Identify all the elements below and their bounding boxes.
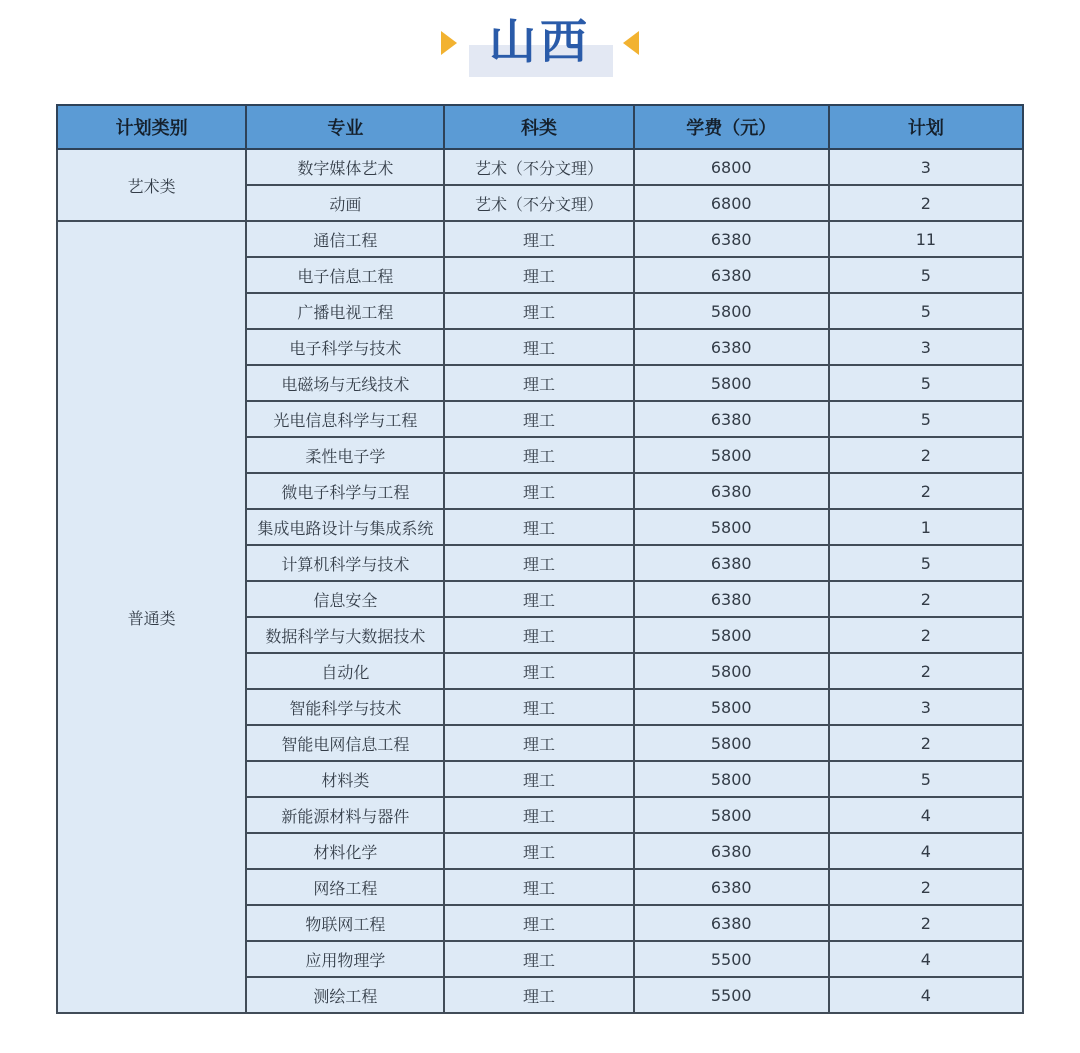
tuition-cell: 6380 bbox=[634, 401, 829, 437]
admission-plan-table bbox=[56, 104, 1024, 1014]
plan-cell: 2 bbox=[829, 905, 1023, 941]
category-cell: 艺术类 bbox=[57, 149, 246, 221]
header-cell-tuition: 学费（元） bbox=[634, 105, 829, 149]
category-cell: 普通类 bbox=[57, 221, 246, 1013]
tuition-cell: 5800 bbox=[634, 797, 829, 833]
major-cell: 电子科学与技术 bbox=[246, 329, 444, 365]
major-cell: 数据科学与大数据技术 bbox=[246, 617, 444, 653]
major-cell: 广播电视工程 bbox=[246, 293, 444, 329]
subject-cell: 理工 bbox=[444, 581, 633, 617]
table-row bbox=[57, 149, 1023, 185]
tuition-cell: 5800 bbox=[634, 689, 829, 725]
plan-cell: 2 bbox=[829, 617, 1023, 653]
plan-cell: 1 bbox=[829, 509, 1023, 545]
subject-cell: 理工 bbox=[444, 257, 633, 293]
major-cell: 动画 bbox=[246, 185, 444, 221]
plan-cell: 5 bbox=[829, 257, 1023, 293]
subject-cell: 理工 bbox=[444, 689, 633, 725]
major-cell: 微电子科学与工程 bbox=[246, 473, 444, 509]
plan-cell: 5 bbox=[829, 293, 1023, 329]
subject-cell: 理工 bbox=[444, 329, 633, 365]
header-cell-major: 专业 bbox=[246, 105, 444, 149]
subject-cell: 理工 bbox=[444, 509, 633, 545]
plan-cell: 5 bbox=[829, 365, 1023, 401]
plan-cell: 3 bbox=[829, 689, 1023, 725]
tuition-cell: 5800 bbox=[634, 365, 829, 401]
major-cell: 网络工程 bbox=[246, 869, 444, 905]
plan-cell: 2 bbox=[829, 725, 1023, 761]
tuition-cell: 5800 bbox=[634, 725, 829, 761]
plan-cell: 5 bbox=[829, 545, 1023, 581]
subject-cell: 艺术（不分文理） bbox=[444, 149, 633, 185]
major-cell: 电磁场与无线技术 bbox=[246, 365, 444, 401]
major-cell: 自动化 bbox=[246, 653, 444, 689]
tuition-cell: 6380 bbox=[634, 833, 829, 869]
subject-cell: 理工 bbox=[444, 401, 633, 437]
subject-cell: 理工 bbox=[444, 365, 633, 401]
tuition-cell: 5500 bbox=[634, 941, 829, 977]
plan-cell: 2 bbox=[829, 185, 1023, 221]
tuition-cell: 5800 bbox=[634, 437, 829, 473]
plan-cell: 4 bbox=[829, 977, 1023, 1013]
plan-cell: 2 bbox=[829, 869, 1023, 905]
tuition-cell: 6800 bbox=[634, 185, 829, 221]
major-cell: 材料化学 bbox=[246, 833, 444, 869]
major-cell: 集成电路设计与集成系统 bbox=[246, 509, 444, 545]
table-row bbox=[57, 221, 1023, 257]
subject-cell: 理工 bbox=[444, 437, 633, 473]
tuition-cell: 5500 bbox=[634, 977, 829, 1013]
tuition-cell: 6380 bbox=[634, 545, 829, 581]
plan-cell: 2 bbox=[829, 581, 1023, 617]
title-wrap bbox=[489, 17, 591, 69]
subject-cell: 理工 bbox=[444, 761, 633, 797]
major-cell: 新能源材料与器件 bbox=[246, 797, 444, 833]
subject-cell: 理工 bbox=[444, 905, 633, 941]
tuition-cell: 6380 bbox=[634, 869, 829, 905]
subject-cell: 艺术（不分文理） bbox=[444, 185, 633, 221]
plan-cell: 2 bbox=[829, 473, 1023, 509]
tuition-cell: 5800 bbox=[634, 293, 829, 329]
subject-cell: 理工 bbox=[444, 941, 633, 977]
subject-cell: 理工 bbox=[444, 221, 633, 257]
subject-cell: 理工 bbox=[444, 725, 633, 761]
major-cell: 物联网工程 bbox=[246, 905, 444, 941]
subject-cell: 理工 bbox=[444, 977, 633, 1013]
plan-cell: 4 bbox=[829, 833, 1023, 869]
subject-cell: 理工 bbox=[444, 653, 633, 689]
major-cell: 电子信息工程 bbox=[246, 257, 444, 293]
right-arrow-icon bbox=[623, 31, 639, 55]
subject-cell: 理工 bbox=[444, 293, 633, 329]
major-cell: 应用物理学 bbox=[246, 941, 444, 977]
title-text: 山西 bbox=[489, 15, 591, 71]
plan-cell: 5 bbox=[829, 401, 1023, 437]
subject-cell: 理工 bbox=[444, 833, 633, 869]
plan-cell: 11 bbox=[829, 221, 1023, 257]
plan-cell: 5 bbox=[829, 761, 1023, 797]
tuition-cell: 5800 bbox=[634, 617, 829, 653]
tuition-cell: 6380 bbox=[634, 473, 829, 509]
major-cell: 通信工程 bbox=[246, 221, 444, 257]
subject-cell: 理工 bbox=[444, 869, 633, 905]
tuition-cell: 6800 bbox=[634, 149, 829, 185]
header-cell-subject: 科类 bbox=[444, 105, 633, 149]
subject-cell: 理工 bbox=[444, 473, 633, 509]
major-cell: 计算机科学与技术 bbox=[246, 545, 444, 581]
major-cell: 材料类 bbox=[246, 761, 444, 797]
tuition-cell: 5800 bbox=[634, 761, 829, 797]
plan-cell: 2 bbox=[829, 653, 1023, 689]
tuition-cell: 6380 bbox=[634, 905, 829, 941]
major-cell: 光电信息科学与工程 bbox=[246, 401, 444, 437]
major-cell: 数字媒体艺术 bbox=[246, 149, 444, 185]
tuition-cell: 6380 bbox=[634, 581, 829, 617]
plan-cell: 3 bbox=[829, 149, 1023, 185]
major-cell: 智能电网信息工程 bbox=[246, 725, 444, 761]
header-cell-category: 计划类别 bbox=[57, 105, 246, 149]
major-cell: 柔性电子学 bbox=[246, 437, 444, 473]
tuition-cell: 5800 bbox=[634, 653, 829, 689]
tuition-cell: 6380 bbox=[634, 257, 829, 293]
plan-cell: 4 bbox=[829, 941, 1023, 977]
tuition-cell: 6380 bbox=[634, 329, 829, 365]
major-cell: 智能科学与技术 bbox=[246, 689, 444, 725]
subject-cell: 理工 bbox=[444, 617, 633, 653]
major-cell: 信息安全 bbox=[246, 581, 444, 617]
plan-cell: 2 bbox=[829, 437, 1023, 473]
table-header-row bbox=[57, 105, 1023, 149]
tuition-cell: 5800 bbox=[634, 509, 829, 545]
tuition-cell: 6380 bbox=[634, 221, 829, 257]
subject-cell: 理工 bbox=[444, 797, 633, 833]
left-arrow-icon bbox=[441, 31, 457, 55]
major-cell: 测绘工程 bbox=[246, 977, 444, 1013]
subject-cell: 理工 bbox=[444, 545, 633, 581]
header-cell-plan: 计划 bbox=[829, 105, 1023, 149]
plan-cell: 3 bbox=[829, 329, 1023, 365]
plan-cell: 4 bbox=[829, 797, 1023, 833]
page-title bbox=[0, 14, 1080, 72]
